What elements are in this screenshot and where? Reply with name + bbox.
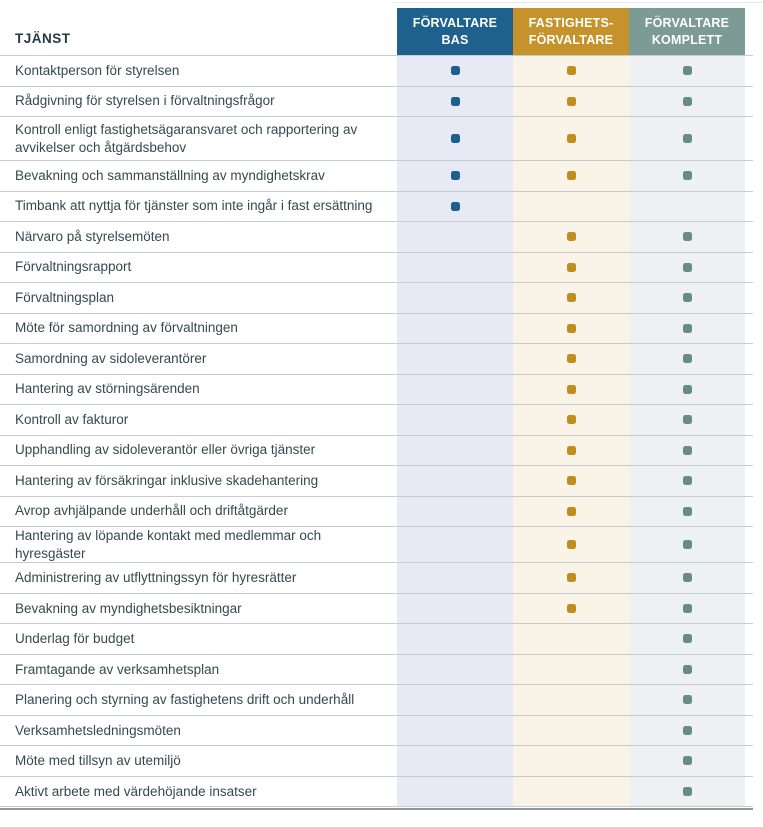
plan-cell-bas [397, 222, 513, 252]
table-row [0, 344, 753, 375]
included-dot [567, 97, 576, 106]
row-right-spacer [745, 594, 753, 624]
service-name: Verksamhetsledningsmöten [15, 722, 181, 738]
plan-cell-bas [397, 314, 513, 344]
included-dot [567, 263, 576, 272]
service-name: Hantering av löpande kontakt med medlemmar och hyresgäster [15, 528, 322, 561]
plan-cell-bas [397, 161, 513, 191]
included-dot [683, 263, 692, 272]
service-column-title: TJÄNST [15, 31, 71, 46]
included-dot [683, 134, 692, 143]
service-name: Bevakning och sammanställning av myndighetskrav [15, 167, 325, 183]
plan-cell-komplett [629, 527, 745, 562]
row-right-spacer [745, 222, 753, 252]
row-right-spacer [745, 716, 753, 746]
included-dot [683, 604, 692, 613]
plan-cell-komplett [629, 192, 745, 222]
table-row [0, 624, 753, 655]
plan-cell-komplett [629, 222, 745, 252]
table-row [0, 192, 753, 223]
plan-header-komplett: FÖRVALTARE KOMPLETT [629, 8, 745, 55]
plan-cell-fastighetsforvaltare [513, 716, 629, 746]
included-dot [683, 540, 692, 549]
included-dot [567, 446, 576, 455]
included-dot [567, 171, 576, 180]
service-name: Framtagande av verksamhetsplan [15, 661, 220, 677]
row-right-spacer [745, 344, 753, 374]
plan-cell-komplett [629, 117, 745, 160]
table-row [0, 527, 753, 563]
included-dot [683, 634, 692, 643]
plan-cell-bas [397, 746, 513, 776]
service-name: Planering och styrning av fastighetens drift och underhåll [15, 692, 355, 708]
row-right-spacer [745, 314, 753, 344]
plan-cell-bas [397, 685, 513, 715]
header-right-spacer [745, 8, 753, 55]
included-dot [683, 507, 692, 516]
plan-cell-komplett [629, 466, 745, 496]
plan-cell-fastighetsforvaltare [513, 527, 629, 562]
plan-cell-komplett [629, 253, 745, 283]
plan-cell-komplett [629, 375, 745, 405]
included-dot [683, 324, 692, 333]
included-dot [451, 134, 460, 143]
plan-header-fastighetsforvaltare: FASTIGHETS- FÖRVALTARE [513, 8, 629, 55]
row-right-spacer [745, 563, 753, 593]
plan-cell-komplett [629, 563, 745, 593]
included-dot [451, 97, 460, 106]
included-dot [451, 171, 460, 180]
plan-cell-komplett [629, 405, 745, 435]
table-row [0, 314, 753, 345]
plan-cell-komplett [629, 594, 745, 624]
included-dot [683, 385, 692, 394]
included-dot [567, 385, 576, 394]
plan-cell-bas [397, 344, 513, 374]
plan-cell-fastighetsforvaltare [513, 624, 629, 654]
table-row [0, 746, 753, 777]
plan-cell-bas [397, 192, 513, 222]
top-divider [393, 2, 763, 3]
included-dot [567, 232, 576, 241]
row-right-spacer [745, 777, 753, 807]
plan-cell-komplett [629, 56, 745, 86]
included-dot [683, 756, 692, 765]
table-row [0, 405, 753, 436]
table-row [0, 563, 753, 594]
service-name: Kontroll enligt fastighetsägaransvaret och rapportering av avvikelser och åtgärdsbehov [15, 121, 358, 155]
plan-cell-bas [397, 283, 513, 313]
plan-cell-komplett [629, 344, 745, 374]
included-dot [683, 573, 692, 582]
included-dot [451, 66, 460, 75]
plan-cell-komplett [629, 624, 745, 654]
included-dot [683, 171, 692, 180]
row-right-spacer [745, 192, 753, 222]
plan-cell-komplett [629, 777, 745, 807]
table-row [0, 436, 753, 467]
table-row [0, 716, 753, 747]
plan-cell-fastighetsforvaltare [513, 375, 629, 405]
plan-cell-komplett [629, 314, 745, 344]
row-right-spacer [745, 375, 753, 405]
plan-cell-fastighetsforvaltare [513, 283, 629, 313]
plan-cell-bas [397, 466, 513, 496]
service-name: Hantering av störningsärenden [15, 381, 200, 397]
plan-cell-fastighetsforvaltare [513, 497, 629, 527]
plan-cell-fastighetsforvaltare [513, 777, 629, 807]
plan-cell-bas [397, 405, 513, 435]
service-name: Aktivt arbete med värdehöjande insatser [15, 783, 257, 799]
plan-cell-komplett [629, 497, 745, 527]
table-row [0, 375, 753, 406]
included-dot [683, 97, 692, 106]
plan-cell-bas [397, 253, 513, 283]
plan-cell-komplett [629, 655, 745, 685]
plan-cell-bas [397, 497, 513, 527]
service-name: Administrering av utflyttningssyn för hyresrätter [15, 570, 297, 586]
service-name: Möte med tillsyn av utemiljö [15, 753, 181, 769]
row-right-spacer [745, 624, 753, 654]
plan-cell-fastighetsforvaltare [513, 594, 629, 624]
table-body [0, 56, 753, 807]
plan-cell-bas [397, 436, 513, 466]
row-right-spacer [745, 405, 753, 435]
plan-cell-komplett [629, 716, 745, 746]
plan-cell-fastighetsforvaltare [513, 117, 629, 160]
plan-cell-komplett [629, 161, 745, 191]
plan-cell-komplett [629, 87, 745, 117]
included-dot [683, 787, 692, 796]
service-name: Avrop avhjälpande underhåll och driftåtgärder [15, 503, 288, 519]
service-name: Timbank att nyttja för tjänster som inte ingår i fast ersättning [15, 198, 373, 214]
row-right-spacer [745, 117, 753, 160]
service-name: Samordning av sidoleverantörer [15, 350, 207, 366]
included-dot [451, 202, 460, 211]
plan-cell-fastighetsforvaltare [513, 685, 629, 715]
included-dot [683, 695, 692, 704]
row-right-spacer [745, 87, 753, 117]
included-dot [567, 604, 576, 613]
included-dot [683, 415, 692, 424]
included-dot [683, 726, 692, 735]
included-dot [683, 232, 692, 241]
table-bottom-border [0, 808, 753, 810]
table-row [0, 594, 753, 625]
service-name: Upphandling av sidoleverantör eller övriga tjänster [15, 442, 316, 458]
plan-cell-fastighetsforvaltare [513, 746, 629, 776]
row-right-spacer [745, 283, 753, 313]
plan-cell-fastighetsforvaltare [513, 87, 629, 117]
plan-cell-fastighetsforvaltare [513, 563, 629, 593]
table-header-row [0, 8, 753, 56]
plan-header-bas: FÖRVALTARE BAS [397, 8, 513, 55]
plan-cell-bas [397, 87, 513, 117]
row-right-spacer [745, 655, 753, 685]
plan-cell-fastighetsforvaltare [513, 161, 629, 191]
included-dot [567, 540, 576, 549]
included-dot [683, 354, 692, 363]
plan-cell-fastighetsforvaltare [513, 56, 629, 86]
row-right-spacer [745, 527, 753, 562]
plan-cell-bas [397, 655, 513, 685]
included-dot [567, 324, 576, 333]
row-right-spacer [745, 161, 753, 191]
service-name: Förvaltningsplan [15, 289, 115, 305]
table-row [0, 87, 753, 118]
plan-cell-bas [397, 594, 513, 624]
row-right-spacer [745, 253, 753, 283]
plan-cell-fastighetsforvaltare [513, 405, 629, 435]
row-right-spacer [745, 466, 753, 496]
plan-cell-fastighetsforvaltare [513, 655, 629, 685]
plan-cell-bas [397, 375, 513, 405]
plan-cell-bas [397, 716, 513, 746]
plan-cell-fastighetsforvaltare [513, 314, 629, 344]
service-name: Rådgivning för styrelsen i förvaltningsfrågor [15, 93, 275, 109]
table-row [0, 56, 753, 87]
service-comparison-table [0, 8, 753, 810]
plan-cell-komplett [629, 436, 745, 466]
plan-cell-bas [397, 117, 513, 160]
plan-cell-bas [397, 777, 513, 807]
plan-cell-komplett [629, 685, 745, 715]
row-right-spacer [745, 497, 753, 527]
service-name: Förvaltningsrapport [15, 259, 132, 275]
included-dot [683, 446, 692, 455]
plan-cell-fastighetsforvaltare [513, 344, 629, 374]
row-right-spacer [745, 685, 753, 715]
plan-cell-bas [397, 563, 513, 593]
included-dot [567, 293, 576, 302]
table-row [0, 222, 753, 253]
service-column-header [0, 8, 397, 55]
table-row [0, 253, 753, 284]
plan-cell-fastighetsforvaltare [513, 192, 629, 222]
plan-cell-fastighetsforvaltare [513, 222, 629, 252]
included-dot [567, 66, 576, 75]
service-name: Möte för samordning av förvaltningen [15, 320, 238, 336]
included-dot [567, 354, 576, 363]
table-row [0, 497, 753, 528]
table-row [0, 777, 753, 808]
service-name: Underlag för budget [15, 631, 135, 647]
service-name: Kontaktperson för styrelsen [15, 62, 180, 78]
service-name: Närvaro på styrelsemöten [15, 228, 170, 244]
included-dot [683, 665, 692, 674]
plan-cell-bas [397, 56, 513, 86]
table-row [0, 466, 753, 497]
plan-cell-bas [397, 624, 513, 654]
included-dot [567, 134, 576, 143]
plan-cell-komplett [629, 746, 745, 776]
included-dot [683, 293, 692, 302]
row-right-spacer [745, 56, 753, 86]
included-dot [683, 476, 692, 485]
plan-cell-bas [397, 527, 513, 562]
plan-cell-komplett [629, 283, 745, 313]
row-right-spacer [745, 436, 753, 466]
table-row [0, 117, 753, 161]
row-right-spacer [745, 746, 753, 776]
table-row [0, 161, 753, 192]
plan-cell-fastighetsforvaltare [513, 436, 629, 466]
plan-cell-fastighetsforvaltare [513, 466, 629, 496]
service-name: Bevakning av myndighetsbesiktningar [15, 600, 242, 616]
included-dot [567, 415, 576, 424]
included-dot [567, 476, 576, 485]
included-dot [683, 66, 692, 75]
table-row [0, 655, 753, 686]
plan-cell-fastighetsforvaltare [513, 253, 629, 283]
included-dot [567, 573, 576, 582]
included-dot [567, 507, 576, 516]
table-row [0, 685, 753, 716]
table-row [0, 283, 753, 314]
service-name: Kontroll av fakturor [15, 411, 129, 427]
service-name: Hantering av försäkringar inklusive skadehantering [15, 472, 319, 488]
